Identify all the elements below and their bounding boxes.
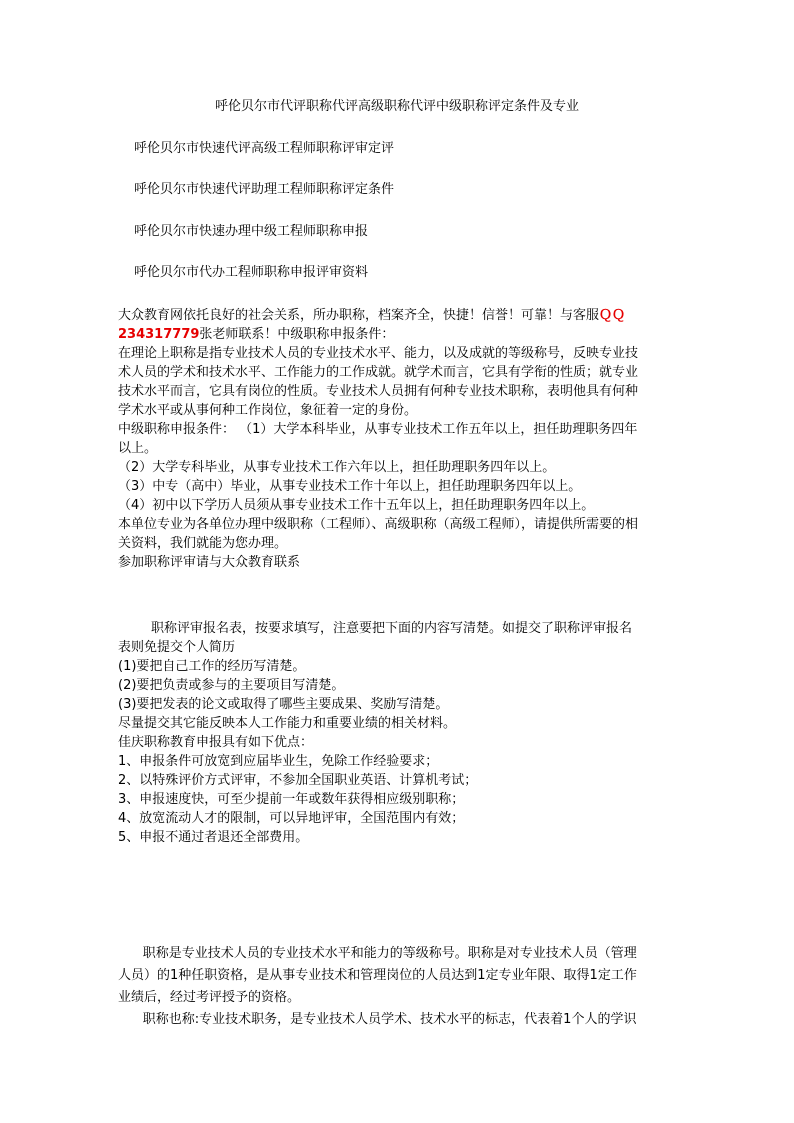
def-line: 业绩后，经过考评授予的资格。: [118, 990, 301, 1005]
para-line: 关资料，我们就能为您办理。: [118, 536, 288, 551]
subtitle-3: 呼伦贝尔市快速办理中级工程师职称申报: [134, 224, 369, 239]
list-line: 职称评审报名表，按要求填写，注意要把下面的内容写清楚。如提交了职称评审报名: [118, 621, 633, 636]
para-line: 以上。: [118, 441, 158, 456]
subtitle-4: 呼伦贝尔市代办工程师职称申报评审资料: [134, 265, 369, 280]
para-line: 中级职称申报条件： （1）大学本科毕业，从事专业技术工作五年以上，担任助理职务四年: [118, 422, 638, 437]
para-line: 在理论上职称是指专业技术人员的专业技术水平、能力，以及成就的等级称号，反映专业技: [118, 346, 639, 361]
page-title: 呼伦贝尔市代评职称代评高级职称代评中级职称评定条件及专业: [214, 99, 579, 114]
list-line: (1)要把自己工作的经历写清楚。: [118, 659, 306, 674]
list-line: 表则免提交个人简历: [118, 640, 236, 655]
intro-section: [118, 306, 688, 572]
application-list-section: [118, 619, 688, 847]
intro-text-a: 大众教育网依托良好的社会关系，所办职称，档案齐全，快捷！信誉！可靠！与客服: [118, 308, 600, 323]
list-line: 5、申报不通过者退还全部费用。: [118, 830, 309, 845]
para-line: 术人员的学术和技术水平、工作能力的工作成就。就学术而言，它具有学衔的性质；就专业: [118, 365, 639, 380]
para-line: （2）大学专科毕业，从事专业技术工作六年以上，担任助理职务四年以上。: [118, 460, 556, 475]
intro-text-b: 张老师联系！中级职称申报条件：: [199, 327, 395, 342]
list-line: 2、以特殊评价方式评审，不参加全国职业英语、计算机考试；: [118, 773, 478, 788]
def-line: 职称也称:专业技术职务，是专业技术人员学术、技术水平的标志，代表着1个人的学识: [118, 1012, 637, 1027]
subtitle-1: 呼伦贝尔市快速代评高级工程师职称评审定评: [134, 141, 395, 156]
para-line: （3）中专（高中）毕业，从事专业技术工作十年以上，担任助理职务四年以上。: [118, 479, 582, 494]
list-line: (3)要把发表的论文或取得了哪些主要成果、奖励写清楚。: [118, 697, 449, 712]
intro-line-1: [118, 306, 688, 325]
para-line: 技术水平而言，它具有岗位的性质。专业技术人员拥有何种专业技术职称，表明他具有何种: [118, 384, 639, 399]
intro-line-2: [118, 325, 688, 344]
definition-section: [118, 943, 688, 1031]
para-line: （4）初中以下学历人员须从事专业技术工作十五年以上，担任助理职务四年以上。: [118, 498, 595, 513]
list-line: 尽量提交其它能反映本人工作能力和重要业绩的相关材料。: [118, 716, 457, 731]
def-line: 职称是专业技术人员的专业技术水平和能力的等级称号。职称是对专业技术人员（管理: [118, 946, 637, 961]
para-line: 学术水平或从事何种工作岗位，象征着一定的身份。: [118, 403, 418, 418]
qq-label: ＱＱ: [599, 308, 626, 323]
para-line: 本单位专业为各单位办理中级职称（工程师）、高级职称（高级工程师），请提供所需要的相: [118, 517, 639, 532]
list-line: 佳庆职称教育申报具有如下优点：: [118, 735, 314, 750]
list-line: 1、申报条件可放宽到应届毕业生，免除工作经验要求；: [118, 754, 439, 769]
subtitle-2: 呼伦贝尔市快速代评助理工程师职称评定条件: [134, 182, 395, 197]
list-line: 3、申报速度快，可至少提前一年或数年获得相应级别职称；: [118, 792, 465, 807]
qq-number: 234317779: [118, 327, 200, 342]
para-line: 参加职称评审请与大众教育联系: [118, 555, 301, 570]
list-line: 4、放宽流动人才的限制，可以异地评审，全国范围内有效；: [118, 811, 465, 826]
list-line: (2)要把负责或参与的主要项目写清楚。: [118, 678, 345, 693]
def-line: 人员）的1种任职资格，是从事专业技术和管理岗位的人员达到1定专业年限、取得1定工作: [118, 968, 637, 983]
